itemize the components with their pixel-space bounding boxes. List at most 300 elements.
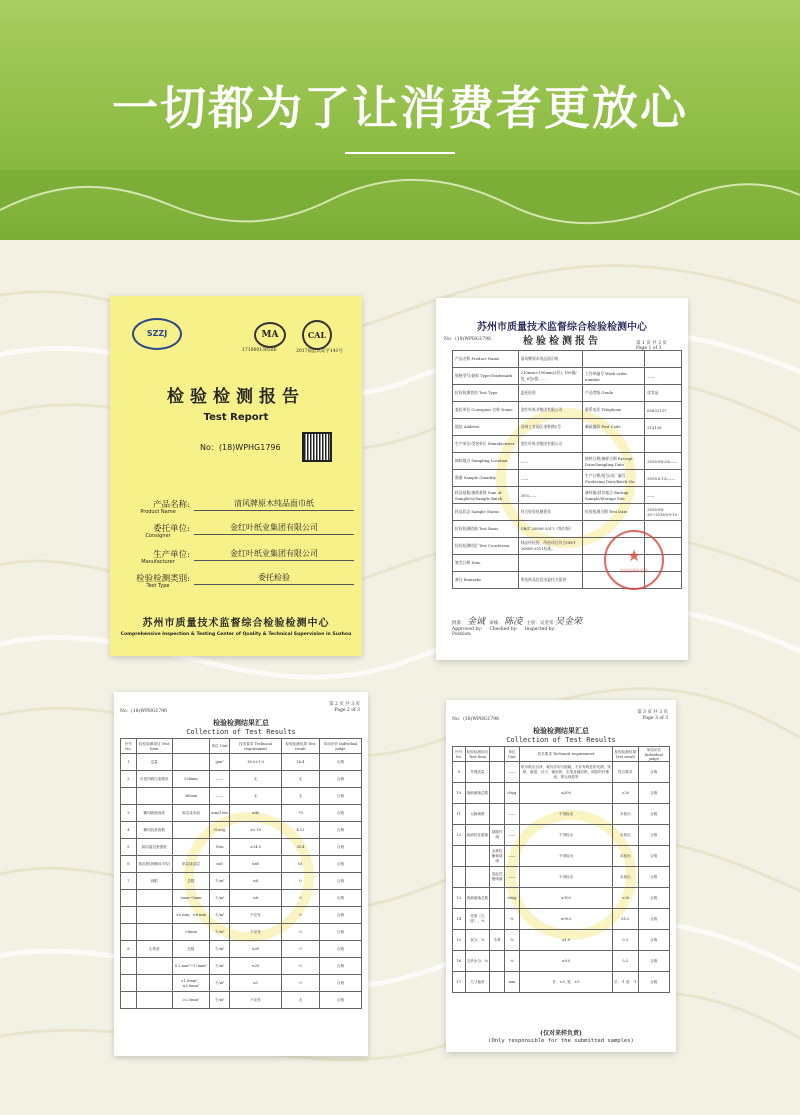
table-cell: 灰分，% xyxy=(465,930,490,951)
table-cell: 尘埃度 xyxy=(136,941,172,958)
page1-page-cn: 第 1 页 共 3 页 xyxy=(636,341,667,346)
table-cell: 2mm~5mm xyxy=(172,890,210,907)
checker-signature: 陈凌 xyxy=(504,617,523,627)
table-header-cell: 序号 No. xyxy=(121,739,137,754)
cal-mark: CAL xyxy=(302,320,332,350)
table-cell: —— xyxy=(504,804,519,825)
signature-row xyxy=(452,614,682,637)
table-cell: 65832137 xyxy=(645,402,682,419)
table-cell: cfu/g xyxy=(504,783,519,804)
table-cell: % xyxy=(504,909,519,930)
table-cell: 合格 xyxy=(638,783,669,804)
page3-report-no: No：(18)WPHG1796 xyxy=(452,717,500,722)
table-row xyxy=(453,419,682,436)
table-cell: >2.0mm² xyxy=(172,992,210,1009)
table-cell: ≥2.10 xyxy=(230,822,282,839)
approved-label: 批准： xyxy=(452,621,466,626)
table-cell xyxy=(136,924,172,941)
table-cell: 5 xyxy=(121,839,137,856)
table-cell: —— xyxy=(504,825,519,846)
table-cell: cfu/g xyxy=(504,888,519,909)
table-cell xyxy=(490,951,505,972)
table-cell: 合格 xyxy=(319,771,361,788)
table-cell: 长：±5, 宽：±5 xyxy=(519,972,612,993)
table-cell: —— xyxy=(645,368,682,385)
table-cell: 个/m² xyxy=(210,924,230,941)
table-row xyxy=(121,856,362,873)
table-cell: 16 xyxy=(453,951,466,972)
table-cell xyxy=(121,992,137,1009)
table-cell: 优等品 xyxy=(645,385,682,402)
table-cell: 大肠菌群 xyxy=(465,804,490,825)
field-label-en: Product Name xyxy=(140,509,176,515)
table-cell: 5.2 xyxy=(613,951,639,972)
field-value: 金红叶纸业集团有限公司 xyxy=(194,548,354,561)
table-cell: 所检样品信息由委托方提供 xyxy=(518,572,582,589)
table-cell: ≤60 xyxy=(230,856,282,873)
cma-cert-no: 17100013050E xyxy=(242,348,277,353)
table-cell: 合格 xyxy=(638,951,669,972)
table-cell: 7 xyxy=(121,873,137,890)
table-cell: ≤9.0 xyxy=(519,951,612,972)
page3-footer-en: (Only responsible for the submitted samples) xyxy=(488,1038,634,1044)
table-row xyxy=(453,402,682,419)
table-cell xyxy=(490,804,505,825)
report-page-3 xyxy=(446,700,676,1052)
table-row xyxy=(453,930,670,951)
table-header-cell: 技术要求 Technical requirement xyxy=(230,739,282,754)
table-cell: 抽样地点 Sampling Location xyxy=(453,453,519,470)
table-cell: 0 xyxy=(282,958,320,975)
table-cell: 不得检出 xyxy=(519,804,612,825)
table-cell xyxy=(136,788,172,805)
table-row xyxy=(453,888,670,909)
table-cell: 个/m² xyxy=(210,992,230,1009)
table-cell: 横向吸液高度 xyxy=(136,805,172,822)
table-row xyxy=(453,804,670,825)
inspected-label-en: Inspected by: xyxy=(524,627,556,632)
table-cell: 符合要求 xyxy=(613,762,639,783)
table-row xyxy=(453,504,682,521)
table-cell: 不得检出 xyxy=(519,867,612,888)
table-cell: —— xyxy=(504,762,519,783)
table-row xyxy=(453,951,670,972)
table-cell xyxy=(121,890,137,907)
approver-signature: 金诚 xyxy=(466,617,485,627)
table-cell: 0 xyxy=(282,924,320,941)
table-row xyxy=(121,992,362,1009)
table-cell: 不得检出 xyxy=(519,825,612,846)
table-cell xyxy=(121,907,137,924)
table-cell: 产品名称 Product Name xyxy=(453,351,519,368)
page3-page-en: Page 3 of 3 xyxy=(642,716,668,721)
table-header-cell: 检验检测结果 Test result xyxy=(282,739,320,754)
table-cell: 未检出 xyxy=(613,804,639,825)
table-cell: 9 xyxy=(453,762,466,783)
table-header-cell: 技术要求 Technical requirement xyxy=(519,747,612,762)
field-consigner xyxy=(126,522,350,544)
table-cell: 11 xyxy=(453,804,466,825)
table-row xyxy=(121,805,362,822)
table-cell: 横向抗张指数 xyxy=(136,822,172,839)
table-cell: <20 xyxy=(613,888,639,909)
cma-mark: MA xyxy=(254,322,286,348)
table-cell: 个/m² xyxy=(210,873,230,890)
table-row xyxy=(453,487,682,504)
table-row xyxy=(121,924,362,941)
table-cell xyxy=(136,958,172,975)
table-row xyxy=(453,351,682,368)
table-cell: 17 xyxy=(453,972,466,993)
table-cell xyxy=(583,351,645,368)
table-cell: mN xyxy=(210,856,230,873)
page2-title: 检验检测结果汇总 xyxy=(213,718,269,727)
table-cell: 生产日期/批号/出厂编号 Producing Date/Batch No. xyxy=(583,470,645,487)
table-cell: 合格 xyxy=(638,804,669,825)
table-cell: >5 mm，≤8 mm xyxy=(172,907,210,924)
inspected-label: 主检：吴金荣 xyxy=(526,621,554,626)
table-cell: 生产单位/受检单位 Manufacturer xyxy=(453,436,519,453)
page3-footer: (仅对来样负责) xyxy=(540,1030,582,1037)
table-header-cell xyxy=(172,739,210,754)
table-cell: 61 xyxy=(282,856,320,873)
table-cell xyxy=(645,436,682,453)
table-cell xyxy=(172,822,210,839)
table-cell: ≤8 xyxy=(230,873,282,890)
page1-org: 苏州市质量技术监督综合检验检测中心 xyxy=(477,322,647,333)
table-cell: 79 xyxy=(282,805,320,822)
table-cell: 检验检测类别 Test Type xyxy=(453,385,519,402)
approved-label-en: Approved by: xyxy=(452,627,483,632)
table-cell: 符合检验检测要求 xyxy=(518,504,582,521)
table-cell xyxy=(490,783,505,804)
table-cell: 16.0±1.0 xyxy=(230,754,282,771)
table-row xyxy=(453,909,670,930)
table-cell: 14 xyxy=(453,909,466,930)
table-cell: ≤1.0 xyxy=(519,930,612,951)
table-cell: 0.3 xyxy=(613,930,639,951)
page2-page-en: Page 2 of 3 xyxy=(334,708,360,713)
table-header-cell: 检验检测项目 Test Item xyxy=(465,747,490,762)
table-header-cell: 单位 Unit xyxy=(504,747,519,762)
table-cell: 联系电话 Telephone xyxy=(583,402,645,419)
table-cell: mm xyxy=(504,972,519,993)
table-cell xyxy=(172,839,210,856)
table-row xyxy=(453,783,670,804)
table-cell: —— xyxy=(210,771,230,788)
page2-report-no: No：(18)WPHG1796 xyxy=(120,709,168,714)
table-cell: ≤100 xyxy=(519,888,612,909)
table-header-row xyxy=(453,747,670,762)
page3-title-en: Collection of Test Results xyxy=(506,736,616,744)
table-cell: 合格 xyxy=(319,788,361,805)
table-cell: 可见印刷污染情况 xyxy=(136,771,172,788)
table-cell: 0 xyxy=(282,907,320,924)
table-cell: 85.2 xyxy=(613,909,639,930)
cover-org: 苏州市质量技术监督综合检验检测中心 xyxy=(142,618,330,629)
table-cell: g/m² xyxy=(210,754,230,771)
table-cell: 细菌菌落总数 xyxy=(465,783,490,804)
qr-code-icon xyxy=(302,432,332,462)
table-cell: 无 xyxy=(230,788,282,805)
table-cell xyxy=(136,890,172,907)
table-cell: ≤90.0 xyxy=(519,909,612,930)
inspection-stamp xyxy=(604,530,664,590)
field-label: 生产单位: xyxy=(153,550,190,560)
table-cell: 备注 Remarks xyxy=(453,572,519,589)
table-header-cell: 检验检测项目 Test Item xyxy=(136,739,172,754)
table-cell: 样品经检验，所检项目符合GB/T 20808-2011标准。 xyxy=(518,538,582,555)
checked-label-en: Checked by: xyxy=(489,627,518,632)
table-cell: 10 xyxy=(453,783,466,804)
table-cell: GB/T 20808-2011《纸巾纸》 xyxy=(518,521,582,538)
table-cell: 13 xyxy=(453,888,466,909)
table-cell: 备样量/封存地点 Backup Sample/Storage Site xyxy=(583,487,645,504)
table-cell: 单层成双层 xyxy=(172,856,210,873)
table-cell: 合格 xyxy=(319,941,361,958)
table-row xyxy=(453,762,670,783)
field-label: 委托单位: xyxy=(153,524,190,534)
field-label-en: Consigner xyxy=(145,533,171,539)
table-header-row xyxy=(121,739,362,754)
table-cell: 个/m² xyxy=(210,975,230,992)
table-cell: 未检出 xyxy=(613,825,639,846)
table-cell: 215126 xyxy=(645,419,682,436)
table-cell: 合格 xyxy=(638,909,669,930)
table-cell: 365nm xyxy=(172,788,210,805)
table-cell: 无 xyxy=(282,788,320,805)
table-cell: 393/—— xyxy=(518,487,582,504)
table-cell: 合格 xyxy=(319,873,361,890)
table-row xyxy=(121,975,362,992)
table-cell: 合格 xyxy=(319,822,361,839)
table-cell: 合格 xyxy=(319,856,361,873)
table-cell: 合格 xyxy=(319,975,361,992)
table-cell: —— xyxy=(504,846,519,867)
table-cell: 地址 Address xyxy=(453,419,519,436)
table-header-cell: 单项评价 Individual judge xyxy=(638,747,669,762)
table-header-cell: 序号 No. xyxy=(453,747,466,762)
table-cell: ≤8 xyxy=(230,890,282,907)
page1-page-en: Page 1 of 3 xyxy=(636,346,662,351)
table-cell: 合格 xyxy=(319,754,361,771)
table-cell: 合格 xyxy=(319,958,361,975)
table-cell: 溶血性链球菌 xyxy=(490,867,505,888)
table-cell: 0 xyxy=(282,975,320,992)
table-cell: 0.2 mm²~1.0mm² xyxy=(172,958,210,975)
cover-org-en: Comprehensive Inspection & Testing Center of Quality & Technical Supervision in Suzhou xyxy=(120,632,352,637)
table-cell: 0 xyxy=(282,941,320,958)
table-cell: 4 xyxy=(121,822,137,839)
report-page-2 xyxy=(114,692,368,1056)
field-label-en: Manufacturer xyxy=(141,559,175,565)
table-cell: 1 xyxy=(121,754,137,771)
table-cell: 4.12 xyxy=(282,822,320,839)
table-cell: 0 xyxy=(282,890,320,907)
table-cell: 2018.6.13/—— xyxy=(645,470,682,487)
table-row xyxy=(453,368,682,385)
table-cell: 合格 xyxy=(638,825,669,846)
table-cell: 洞眼 xyxy=(136,873,172,890)
szzj-logo: SZZJ xyxy=(132,318,182,350)
table-cell: 木浆 xyxy=(490,930,505,951)
page2-title-en: Collection of Test Results xyxy=(186,728,296,736)
table-cell: 外观质量 xyxy=(465,762,490,783)
table-cell xyxy=(136,907,172,924)
headline: 一切都为了让消费者更放心 xyxy=(112,81,688,135)
table-cell: 总数 xyxy=(172,941,210,958)
field-manufacturer xyxy=(126,548,350,570)
table-row xyxy=(453,453,682,470)
inspector-signature: 吴金荣 xyxy=(554,617,582,627)
page1-report-no: No：(18)WPHG1796 xyxy=(444,337,492,342)
table-cell: 长：-1 宽：-1 xyxy=(613,972,639,993)
field-label: 检验检测类别: xyxy=(136,574,190,584)
table-row xyxy=(453,470,682,487)
table-cell: 纵向湿抗张强度 xyxy=(136,839,172,856)
report-page-1 xyxy=(436,298,688,660)
table-cell: 致病性化脓菌 xyxy=(465,825,490,846)
table-cell: 不应有 xyxy=(230,992,282,1009)
table-cell xyxy=(490,972,505,993)
table-cell: 产品等级 Grade xyxy=(583,385,645,402)
table-row xyxy=(121,890,362,907)
table-cell: ≤200 xyxy=(519,783,612,804)
table-cell: 2018-08-20~2018-09-10 xyxy=(645,504,682,521)
table-row xyxy=(121,941,362,958)
table-cell: 数量 Sample Quantity xyxy=(453,470,519,487)
table-cell: 254mm xyxy=(172,771,210,788)
cover-report-no: No：(18)WPHG1796 xyxy=(200,443,281,452)
table-cell xyxy=(518,555,582,572)
table-cell: 签发日期 Date xyxy=(453,555,519,572)
table-cell: 0 xyxy=(282,873,320,890)
table-cell: 无 xyxy=(282,771,320,788)
page3-page-indicator xyxy=(637,710,668,722)
table-cell: ≤1 xyxy=(230,975,282,992)
table-cell xyxy=(465,867,490,888)
table-cell: 交货水分，% xyxy=(465,951,490,972)
field-label-en: Test Type xyxy=(146,583,170,589)
page1-subtitle: 检验检测报告 xyxy=(523,336,601,347)
table-cell: 样品基数/抽样基数 Sum of Sample(s)/Sample Batch xyxy=(453,487,519,504)
table-cell: 合格 xyxy=(319,924,361,941)
table-cell: >8mm xyxy=(172,924,210,941)
field-label: 产品名称: xyxy=(153,500,190,510)
stamp-text: 检验检测专用章 xyxy=(620,568,648,573)
table-cell: 3 xyxy=(121,805,137,822)
table-cell: —— xyxy=(518,470,582,487)
table-cell: 16.4 xyxy=(282,754,320,771)
table-cell: 8 xyxy=(121,941,137,958)
table-cell xyxy=(136,992,172,1009)
table-cell: 尺寸偏差 xyxy=(465,972,490,993)
table-cell: ≤20 xyxy=(230,958,282,975)
table-cell: 检验检测依据 Test Basis xyxy=(453,521,519,538)
table-cell xyxy=(121,975,137,992)
cal-cert-no: 2017质监认证字141号 xyxy=(296,349,344,354)
cover-title: 检验检测报告 xyxy=(167,387,305,407)
table-cell: 合格 xyxy=(638,762,669,783)
table-row xyxy=(121,958,362,975)
table-cell: ≤20 xyxy=(230,941,282,958)
table-cell: 邮政编码 Post Code xyxy=(583,419,645,436)
table-header-cell xyxy=(490,747,505,762)
table-cell: 苏州工业园区金胜路1号 xyxy=(518,419,582,436)
stamp-star-icon: ★ xyxy=(626,546,642,565)
table-cell: 规格型号/商标 Type/Trademark xyxy=(453,368,519,385)
table-cell: —— xyxy=(504,867,519,888)
table-cell: <20 xyxy=(613,783,639,804)
table-cell: 定量 xyxy=(136,754,172,771)
table-row xyxy=(453,385,682,402)
table-cell: —— xyxy=(210,788,230,805)
table-cell: 未检出 xyxy=(613,867,639,888)
table-cell: 合格 xyxy=(638,888,669,909)
table-cell: 柔软度(纵横向平均) xyxy=(136,856,172,873)
table-cell: 210mm×190mm(3层), 100抽/包, 6包/提,…… xyxy=(518,368,582,385)
page2-page-cn: 第 2 页 共 3 页 xyxy=(329,702,360,707)
table-cell: 合格 xyxy=(319,890,361,907)
table-cell: 合格 xyxy=(638,867,669,888)
table-cell: 不得检出 xyxy=(519,846,612,867)
table-header-cell: 检验检测结果 Test result xyxy=(613,747,639,762)
table-header-cell: 单位 Unit xyxy=(210,739,230,754)
headline-underline xyxy=(345,152,455,154)
page3-page-cn: 第 3 页 共 3 页 xyxy=(637,710,668,715)
table-cell: 合格 xyxy=(319,992,361,1009)
table-row xyxy=(121,754,362,771)
table-cell: 亮度（白度），% xyxy=(465,909,490,930)
table-cell: 委托单位 Consigner 名称 Name xyxy=(453,402,519,419)
table-cell xyxy=(490,888,505,909)
table-cell xyxy=(136,975,172,992)
table-cell: 个/m² xyxy=(210,941,230,958)
table-row xyxy=(453,867,670,888)
page3-results-table xyxy=(452,746,670,993)
field-value: 金红叶纸业集团有限公司 xyxy=(194,522,354,535)
table-cell: 无 xyxy=(282,992,320,1009)
table-cell: 样品状态 Sample Status xyxy=(453,504,519,521)
table-row xyxy=(121,839,362,856)
table-cell: ≥40 xyxy=(230,805,282,822)
table-cell: 抽样日期/抽样日期 Receipt Date/Sampling Date xyxy=(583,453,645,470)
table-cell: 金红叶纸业集团有限公司 xyxy=(518,436,582,453)
table-cell: 不应有 xyxy=(230,924,282,941)
table-cell xyxy=(121,958,137,975)
table-cell: 不应有 xyxy=(230,907,282,924)
table-cell: 合格 xyxy=(638,930,669,951)
table-cell: —— xyxy=(645,487,682,504)
table-cell: 个/m² xyxy=(210,907,230,924)
table-row xyxy=(453,846,670,867)
field-value: 委托检验 xyxy=(194,572,354,585)
table-cell: 绿脓杆菌 xyxy=(490,825,505,846)
table-cell: 固定成本值 xyxy=(172,805,210,822)
table-row xyxy=(121,873,362,890)
table-cell: 委托检验 xyxy=(518,385,582,402)
table-cell: 15 xyxy=(453,930,466,951)
table-cell xyxy=(453,867,466,888)
table-row xyxy=(453,825,670,846)
field-product-name xyxy=(126,498,350,520)
table-cell: 金红叶纸业集团有限公司 xyxy=(518,402,582,419)
table-cell: 个/m² xyxy=(210,890,230,907)
table-cell: 2018-08-20/—— xyxy=(645,453,682,470)
table-row xyxy=(121,771,362,788)
table-header-cell: 单项评价 Individual judge xyxy=(319,739,361,754)
table-cell: 检验检测日期 Test Date xyxy=(583,504,645,521)
